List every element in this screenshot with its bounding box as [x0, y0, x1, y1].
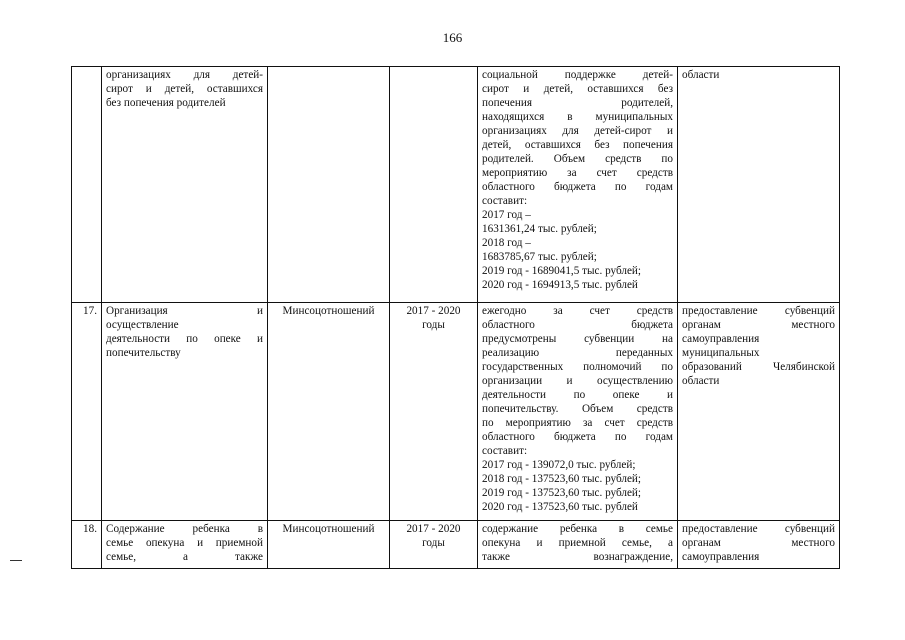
text-line: детей, оставшихся без попечения — [482, 139, 673, 151]
text-line: осуществление — [106, 319, 179, 331]
program-measures-table — [71, 66, 840, 569]
text-line: областного бюджета — [482, 319, 673, 331]
text-line: областного бюджета по годам — [482, 181, 673, 193]
result-cell — [678, 67, 840, 303]
period-line: 2017 - 2020 — [406, 305, 461, 317]
row-number: 17. — [72, 303, 102, 521]
text-line: предусмотрены субвенции на — [482, 333, 673, 345]
page-number: 166 — [442, 30, 463, 45]
text-line: без попечения родителей — [106, 97, 226, 109]
description-cell — [478, 303, 678, 521]
text-line: областного бюджета по годам — [482, 431, 673, 443]
text-line: содержание ребенка в семье — [482, 523, 673, 535]
text-line: находящихся в муниципальных — [482, 111, 673, 123]
text-line: реализацию переданных — [482, 347, 673, 359]
text-line: предоставление субвенций — [682, 305, 835, 317]
period-line: 2017 - 2020 — [406, 523, 461, 535]
text-line: организации и осуществлению — [482, 375, 673, 387]
text-line: деятельности по опеке и — [482, 389, 673, 401]
text-line: попечения родителей, — [482, 97, 673, 109]
text-line: сирот и детей, оставшихся без — [482, 83, 673, 95]
text-line: организациях для детей-сирот и — [482, 125, 673, 137]
text-line: образований Челябинской — [682, 361, 835, 373]
text-line: области — [682, 69, 720, 81]
text-line: 2018 год – — [482, 237, 531, 249]
period-line: годы — [422, 319, 445, 331]
text-line: самоуправления — [682, 551, 760, 563]
text-line: муниципальных — [682, 347, 760, 359]
text-line: по мероприятию за счет средств — [482, 417, 673, 429]
text-line: попечительству. Объем средств — [482, 403, 673, 415]
table-row — [72, 67, 840, 303]
text-line: также вознаграждение, — [482, 551, 673, 563]
text-line: предоставление субвенций — [682, 523, 835, 535]
period-cell — [390, 521, 478, 569]
text-line: составит: — [482, 445, 528, 457]
description-cell — [478, 67, 678, 303]
text-line: области — [682, 375, 720, 387]
text-line: семье опекуна и приемной — [106, 537, 263, 549]
row-number: 18. — [72, 521, 102, 569]
text-line: Содержание ребенка в — [106, 523, 263, 535]
result-cell — [678, 521, 840, 569]
measure-name-cell — [102, 303, 268, 521]
text-line: 2018 год - 137523,60 тыс. рублей; — [482, 473, 642, 485]
margin-mark — [10, 560, 22, 561]
text-line: органам местного — [682, 319, 835, 331]
text-line: 2019 год - 137523,60 тыс. рублей; — [482, 487, 642, 499]
text-line: мероприятию за счет средств — [482, 167, 673, 179]
text-line: самоуправления — [682, 333, 760, 345]
measure-name-cell — [102, 521, 268, 569]
table-row — [72, 303, 840, 521]
executor-cell — [268, 67, 390, 303]
text-line: составит: — [482, 195, 528, 207]
text-line: социальной поддержке детей- — [482, 69, 673, 81]
result-cell — [678, 303, 840, 521]
executor-cell: Минсоцотношений — [268, 303, 390, 521]
text-line: 1631361,24 тыс. рублей; — [482, 223, 597, 235]
executor-cell: Минсоцотношений — [268, 521, 390, 569]
text-line: 2020 год - 1694913,5 тыс. рублей — [482, 279, 638, 291]
text-line: 2019 год - 1689041,5 тыс. рублей; — [482, 265, 642, 277]
text-line: семье, а также — [106, 551, 263, 563]
text-line: сирот и детей, оставшихся — [106, 83, 263, 95]
text-line: государственных полномочий по — [482, 361, 673, 373]
table-row — [72, 521, 840, 569]
text-line: Организация и — [106, 305, 263, 317]
row-number — [72, 67, 102, 303]
text-line: 2017 год - 139072,0 тыс. рублей; — [482, 459, 636, 471]
text-line: попечительству — [106, 347, 181, 359]
text-line: 2020 год - 137523,60 тыс. рублей — [482, 501, 638, 513]
text-line: ежегодно за счет средств — [482, 305, 673, 317]
text-line: деятельности по опеке и — [106, 333, 263, 345]
text-line: организациях для детей- — [106, 69, 263, 81]
period-line: годы — [422, 537, 445, 549]
measure-name-cell — [102, 67, 268, 303]
description-cell — [478, 521, 678, 569]
text-line: 1683785,67 тыс. рублей; — [482, 251, 597, 263]
text-line: 2017 год – — [482, 209, 531, 221]
text-line: органам местного — [682, 537, 835, 549]
period-cell — [390, 303, 478, 521]
period-cell — [390, 67, 478, 303]
text-line: родителей. Объем средств по — [482, 153, 673, 165]
text-line: опекуна и приемной семье, а — [482, 537, 673, 549]
